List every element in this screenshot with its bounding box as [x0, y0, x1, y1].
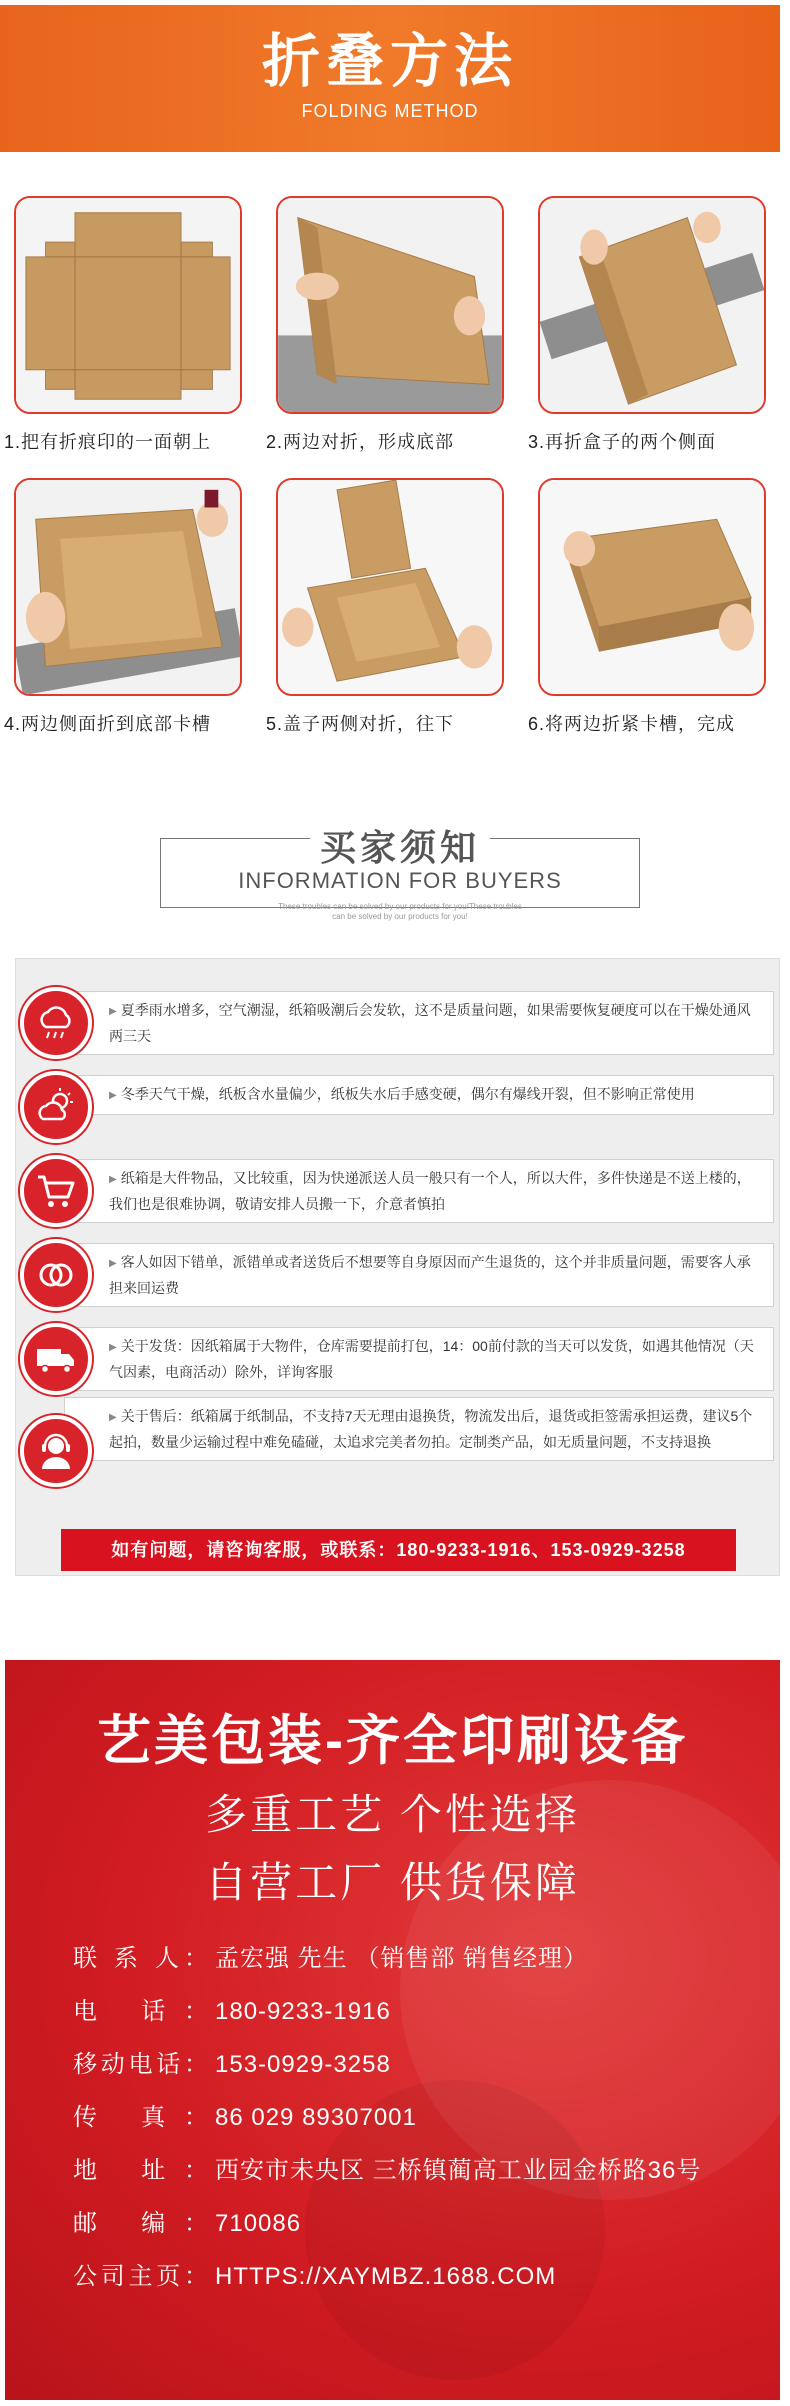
buyer-info-tagline — [160, 902, 640, 922]
contact-value: 西安市未央区 三桥镇蔺高工业园金桥路36号 — [215, 2157, 702, 2184]
bullet-icon: ▶ — [109, 1006, 117, 1017]
company-homepage-link[interactable]: HTTPS://XAYMBZ.1688.COM — [215, 2263, 557, 2290]
contact-row — [73, 1985, 773, 2038]
cart-icon — [20, 1155, 92, 1227]
note-text-box — [64, 1243, 774, 1307]
fold-ends-image — [538, 196, 766, 414]
note-text: 关于发货：因纸箱属于大物件，仓库需要提前打包，14：00前付款的当天可以发货，如遇其他情况（天气因素，电商活动）除外，详询客服 — [109, 1338, 754, 1380]
note-text-box — [64, 1075, 774, 1115]
contact-label: 电 话： — [73, 1998, 209, 2025]
contact-row — [73, 2144, 773, 2197]
contact-label: 地 址： — [73, 2157, 209, 2184]
contact-value: 180-9233-1916 — [215, 1998, 391, 2025]
step-caption: 4.两边侧面折到底部卡槽 — [4, 714, 212, 734]
sun-cloud-icon — [20, 1071, 92, 1143]
note-text: 冬季天气干燥，纸板含水量偏少，纸板失水后手感变硬，偶尔有爆线开裂，但不影响正常使用 — [120, 1086, 695, 1102]
note-text-box — [64, 1159, 774, 1223]
tuck-sides-image — [14, 478, 242, 696]
contact-row — [73, 2038, 773, 2091]
contact-row — [73, 2197, 773, 2250]
buyer-info-subtitle: INFORMATION FOR BUYERS — [238, 868, 562, 893]
note-text: 夏季雨水增多，空气潮湿，纸箱吸潮后会发软，这不是质量问题，如果需要恢复硬度可以在干燥处通风两三天 — [109, 1002, 751, 1044]
note-text-box — [64, 1397, 774, 1461]
contact-label: 联 系 人： — [73, 1945, 209, 1972]
contact-label: 传 真： — [73, 2104, 209, 2131]
finished-box-image — [538, 478, 766, 696]
folding-method-banner — [0, 5, 780, 152]
contact-hotline-bar: 如有问题，请咨询客服，或联系：180-9233-1916、153-0929-3258 — [61, 1529, 736, 1571]
contact-value: 86 029 89307001 — [215, 2104, 417, 2131]
company-contact-list — [73, 1932, 773, 2303]
step-caption: 5.盖子两侧对折，往下 — [266, 714, 455, 734]
contact-label: 移动电话： — [73, 2051, 209, 2078]
contact-value: 孟宏强 先生 （销售部 销售经理） — [215, 1945, 589, 1972]
buyer-notes-panel — [15, 958, 780, 1576]
company-info-banner — [5, 1660, 780, 2400]
contact-value: 710086 — [215, 2210, 302, 2237]
folding-method-title: 折叠方法 — [261, 29, 518, 94]
buyer-info-header — [160, 820, 640, 932]
step-caption: 6.将两边折紧卡槽，完成 — [528, 714, 736, 734]
bullet-icon: ▶ — [109, 1412, 117, 1423]
note-text: 关于售后：纸箱属于纸制品，不支持7天无理由退换货，物流发出后，退货或拒签需承担运费，建议5个起拍，数量少运输过程中难免磕碰，太追求完美者勿拍。定制类产品，如无质量问题，不支持退换 — [109, 1408, 753, 1450]
rain-cloud-icon — [20, 987, 92, 1059]
contact-row — [73, 2250, 773, 2303]
company-slogan: 自营工厂 供货保障 — [205, 1859, 580, 1906]
folding-method-subtitle: FOLDING METHOD — [301, 101, 479, 121]
bullet-icon: ▶ — [109, 1174, 117, 1185]
fold-lid-image — [276, 478, 504, 696]
contact-row — [73, 2091, 773, 2144]
note-text: 客人如因下错单，派错单或者送货后不想要等自身原因而产生退货的，这个并非质量问题，需要客人承担来回运费 — [109, 1254, 751, 1296]
company-slogan: 多重工艺 个性选择 — [205, 1791, 580, 1838]
flat-box-blank-image — [14, 196, 242, 414]
fold-sides-image — [276, 196, 504, 414]
step-caption: 2.两边对折，形成底部 — [266, 432, 455, 452]
note-text: 纸箱是大件物品，又比较重，因为快递派送人员一般只有一个人，所以大件，多件快递是不送上楼的，我们也是很难协调，敬请安排人员搬一下，介意者慎拍 — [109, 1170, 751, 1212]
bullet-icon: ▶ — [109, 1090, 117, 1101]
tagline-line: can be solved by our products for you! — [332, 912, 468, 921]
contact-row — [73, 1932, 773, 1985]
contact-value: 153-0929-3258 — [215, 2051, 391, 2078]
tagline-line: These troubles can be solved by our products for you!These troubles — [278, 902, 522, 911]
buyer-info-title: 买家须知 — [319, 827, 480, 868]
note-text-box — [64, 1327, 774, 1391]
step-caption: 1.把有折痕印的一面朝上 — [4, 432, 212, 452]
truck-icon — [20, 1323, 92, 1395]
bullet-icon: ▶ — [109, 1342, 117, 1353]
contact-label: 公司主页： — [73, 2263, 209, 2290]
note-text-box — [64, 991, 774, 1055]
step-caption: 3.再折盒子的两个侧面 — [528, 432, 717, 452]
rings-icon — [20, 1239, 92, 1311]
company-headline: 艺美包装-齐全印刷设备 — [97, 1711, 688, 1771]
bullet-icon: ▶ — [109, 1258, 117, 1269]
customer-service-icon — [20, 1415, 92, 1487]
contact-label: 邮 编： — [73, 2210, 209, 2237]
